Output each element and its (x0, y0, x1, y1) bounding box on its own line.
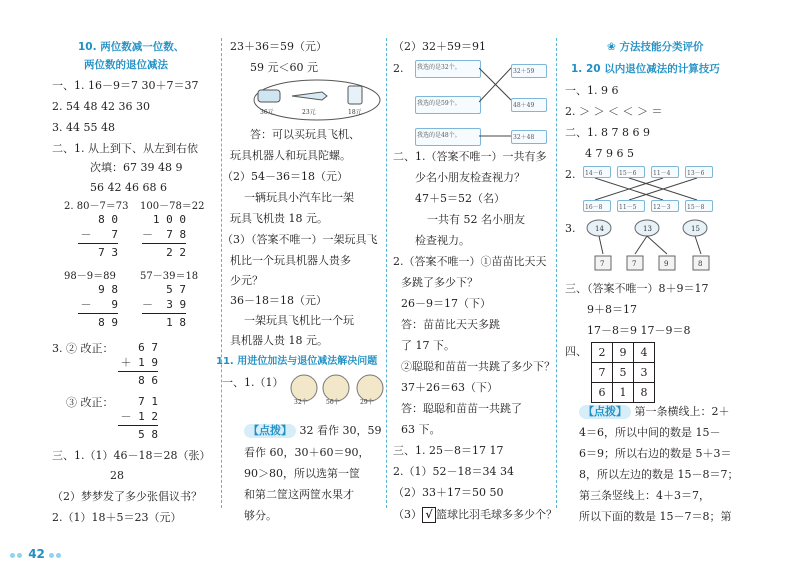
answer-line: 三、（答案不唯一）8＋9＝17 (565, 282, 709, 295)
answer-line: 一、1. 9 6 (565, 84, 619, 97)
svg-text:18元: 18元 (348, 109, 362, 116)
expression-box: 48＋49 (511, 98, 547, 112)
svg-text:7: 7 (600, 260, 605, 268)
svg-text:8: 8 (698, 260, 703, 268)
answer-line: 看作 60，30＋60＝90， (244, 446, 370, 459)
vertical-calc-1: 8 0 － 7 7 3 (78, 212, 118, 260)
chip-matching-lines (583, 178, 713, 200)
toy-price-illustration (252, 78, 382, 122)
vertical-calc-5: 6 7 ＋ 1 9 8 6 (118, 340, 158, 388)
svg-text:56个: 56个 (326, 399, 340, 406)
answer-column-1 (0, 0, 222, 569)
answer-column-4 (557, 0, 800, 569)
answer-line: 玩具飞机贵 18 元。 (230, 212, 328, 225)
answer-line: 二、1. 从上到下、从左到右依 (52, 142, 198, 155)
svg-text:7: 7 (632, 260, 637, 268)
tip-label: 【点拨】 (244, 424, 296, 438)
answer-line: 63 下。 (401, 423, 441, 436)
svg-text:36元: 36元 (260, 109, 274, 116)
section-11-heading: 11. 用进位加法与退位减法解决问题 (216, 356, 378, 367)
answer-line: 答：可以买玩具飞机、 (250, 128, 360, 141)
answer-line: 36－18＝18（元） (230, 294, 327, 307)
answer-line: 多跳了多少下？ (401, 276, 478, 289)
answer-line: 玩具机器人和玩具陀螺。 (230, 149, 351, 162)
answer-line: 第三条竖线上：4＋3＝7， (579, 489, 710, 502)
expression-box: 32＋59 (511, 64, 547, 78)
answer-line: 所以下面的数是 15－7＝8；第 (579, 510, 732, 523)
tip-line: 【点拨】 32 看作 30，59 (244, 424, 381, 438)
tip-label: 【点拨】 (579, 405, 631, 419)
answer-line: 6＝9；所以右边的数是 5＋3＝ (579, 447, 732, 460)
svg-text:13: 13 (643, 225, 652, 233)
answer-line: ③ 改正： (66, 396, 114, 409)
answer-line: 47＋5＝52（名） (415, 192, 505, 205)
answer-line: 56 42 46 68 6 (90, 181, 167, 194)
answer-line: 26－9＝17（下） (401, 297, 491, 310)
chip: 13－6 (685, 166, 713, 178)
dot-decoration (49, 553, 54, 558)
answer-line: 98－9＝89 (64, 271, 116, 282)
answer-line: 一、1. 16－9＝7 30＋7＝37 (52, 79, 199, 92)
matching-lines (479, 60, 511, 146)
svg-text:32个: 32个 (294, 399, 308, 406)
section-heading: ❀ 方法技能分类评价 (607, 41, 704, 53)
teapots-and-cups-illustration (583, 218, 753, 274)
answer-line: 检查视力。 (415, 234, 470, 247)
section-10-heading: 10. 两位数减一位数、 (78, 41, 185, 53)
answer-line: 2. 54 48 42 36 30 (52, 100, 150, 113)
answer-line: 37＋26＝63（下） (401, 381, 498, 394)
answer-line: 少元？ (230, 274, 263, 287)
answer-line: 具机器人贵 18 元。 (230, 334, 328, 347)
answer-line: 三、1.（1）46－18＝28（张） (52, 449, 211, 462)
answer-line: 了 17 下。 (401, 339, 455, 352)
answer-line: 3. (565, 222, 576, 235)
answer-line: 28 (110, 469, 124, 482)
answer-line: 二、1.（答案不唯一）一共有多 (393, 150, 547, 163)
answer-line: 4＝6，所以中间的数是 15－ (579, 426, 721, 439)
answer-line: 100－78＝22 (140, 201, 205, 212)
answer-line: （2）梦梦发了多少张倡议书？ (52, 490, 202, 503)
chip: 15－6 (617, 166, 645, 178)
answer-line: 三、1. 25－8＝17 17 (393, 444, 504, 457)
page-number-text: 42 (28, 547, 45, 561)
fruit-baskets-illustration (290, 370, 386, 410)
section-10-heading-line2: 两位数的退位减法 (84, 59, 168, 71)
answer-line: 2.（答案不唯一）①苗苗比天天 (393, 255, 547, 268)
answer-line: 一共有 52 名小朋友 (427, 213, 525, 226)
chip: 11－5 (617, 200, 645, 212)
answer-line: ②聪聪和苗苗一共跳了多少下？ (401, 360, 555, 373)
answer-column-2 (216, 0, 387, 569)
magic-square: 2 9 4 7 5 3 6 1 8 (591, 342, 655, 403)
answer-line: （3） √ 篮球比羽毛球多多少个？ (393, 508, 557, 521)
speech-box: 我选的是32个。 (415, 60, 481, 78)
expression-box: 32＋48 (511, 130, 547, 144)
checkmark-box: √ (422, 507, 436, 523)
answer-line: （2）33＋17＝50 50 (393, 486, 504, 499)
chip: 14－6 (583, 166, 611, 178)
answer-line: 2.（1）18＋5＝23（元） (52, 511, 182, 524)
answer-line: 2. (565, 168, 576, 181)
answer-line: 3. 44 55 48 (52, 121, 115, 134)
svg-text:9: 9 (664, 260, 669, 268)
dot-decoration (17, 553, 22, 558)
svg-text:15: 15 (691, 225, 700, 233)
answer-line: 9＋8＝17 (587, 303, 637, 316)
dot-decoration (56, 553, 61, 558)
answer-line: 和第二筐这两筐水果才 (244, 488, 354, 501)
speech-box: 我选的是48个。 (415, 128, 481, 146)
page-number (10, 547, 63, 561)
answer-line: 2. ＞ ＞ ＜ ＜ ＞ ＝ (565, 105, 663, 118)
answer-line: 答：苗苗比天天多跳 (401, 318, 500, 331)
vertical-calc-4: 5 7 － 3 9 1 8 (142, 283, 187, 329)
answer-line: 一辆玩具小汽车比一架 (244, 191, 354, 204)
chip: 12－3 (651, 200, 679, 212)
chip: 15－8 (685, 200, 713, 212)
answer-line: 答：聪聪和苗苗一共跳了 (401, 402, 522, 415)
answer-line: 次填：67 39 48 9 (90, 161, 183, 174)
vertical-calc-2: 1 0 0 － 7 8 2 2 (142, 213, 187, 259)
subsection-heading: 1. 20 以内退位减法的计算技巧 (571, 63, 720, 75)
answer-line: （3）（答案不唯一）一架玩具飞 (222, 233, 378, 246)
answer-line: 8，所以左边的数是 15－8＝7； (579, 468, 739, 481)
speech-box: 我选的是59个。 (415, 96, 481, 114)
answer-line: （2）54－36＝18（元） (222, 170, 348, 183)
answer-column-3 (387, 0, 557, 569)
tip-line: 【点拨】 第一条横线上：2＋ (579, 405, 730, 419)
answer-line: 23＋36＝59（元） (230, 40, 327, 53)
svg-text:14: 14 (595, 225, 604, 233)
answer-line: 2. (393, 62, 404, 75)
answer-line: 一架玩具飞机比一个玩 (244, 314, 354, 327)
answer-line: 59 元＜60 元 (250, 61, 318, 74)
answer-line: 一、1.（1） (222, 376, 284, 389)
svg-text:29个: 29个 (360, 399, 374, 406)
answer-line: 2.（1）52－18＝34 34 (393, 465, 514, 478)
answer-line: 少名小朋友检查视力？ (415, 171, 525, 184)
answer-line: 2. 80－7＝73 (64, 201, 129, 212)
chip: 11－4 (651, 166, 679, 178)
answer-line: 二、1. 8 7 8 6 9 (565, 126, 650, 139)
answer-line: 机比一个玩具机器人贵多 (230, 254, 351, 267)
answer-line: 57－39＝18 (140, 271, 199, 282)
svg-text:23元: 23元 (302, 109, 316, 116)
answer-line: 够分。 (244, 509, 277, 522)
answer-line: 3. ② 改正： (52, 342, 114, 355)
answer-line: （2）32＋59＝91 (393, 40, 486, 53)
answer-line: 90＞80，所以选第一筐 (244, 467, 360, 480)
dot-decoration (10, 553, 15, 558)
answer-line: 17－8＝9 17－9＝8 (587, 324, 691, 337)
answer-line: 四、 (565, 345, 587, 358)
flower-icon: ❀ (607, 41, 620, 53)
chip: 16－8 (583, 200, 611, 212)
vertical-calc-6: 7 1 － 1 2 5 8 (118, 394, 158, 442)
vertical-calc-3: 9 8 － 9 8 9 (78, 282, 118, 330)
answer-line: 4 7 9 6 5 (585, 147, 634, 160)
